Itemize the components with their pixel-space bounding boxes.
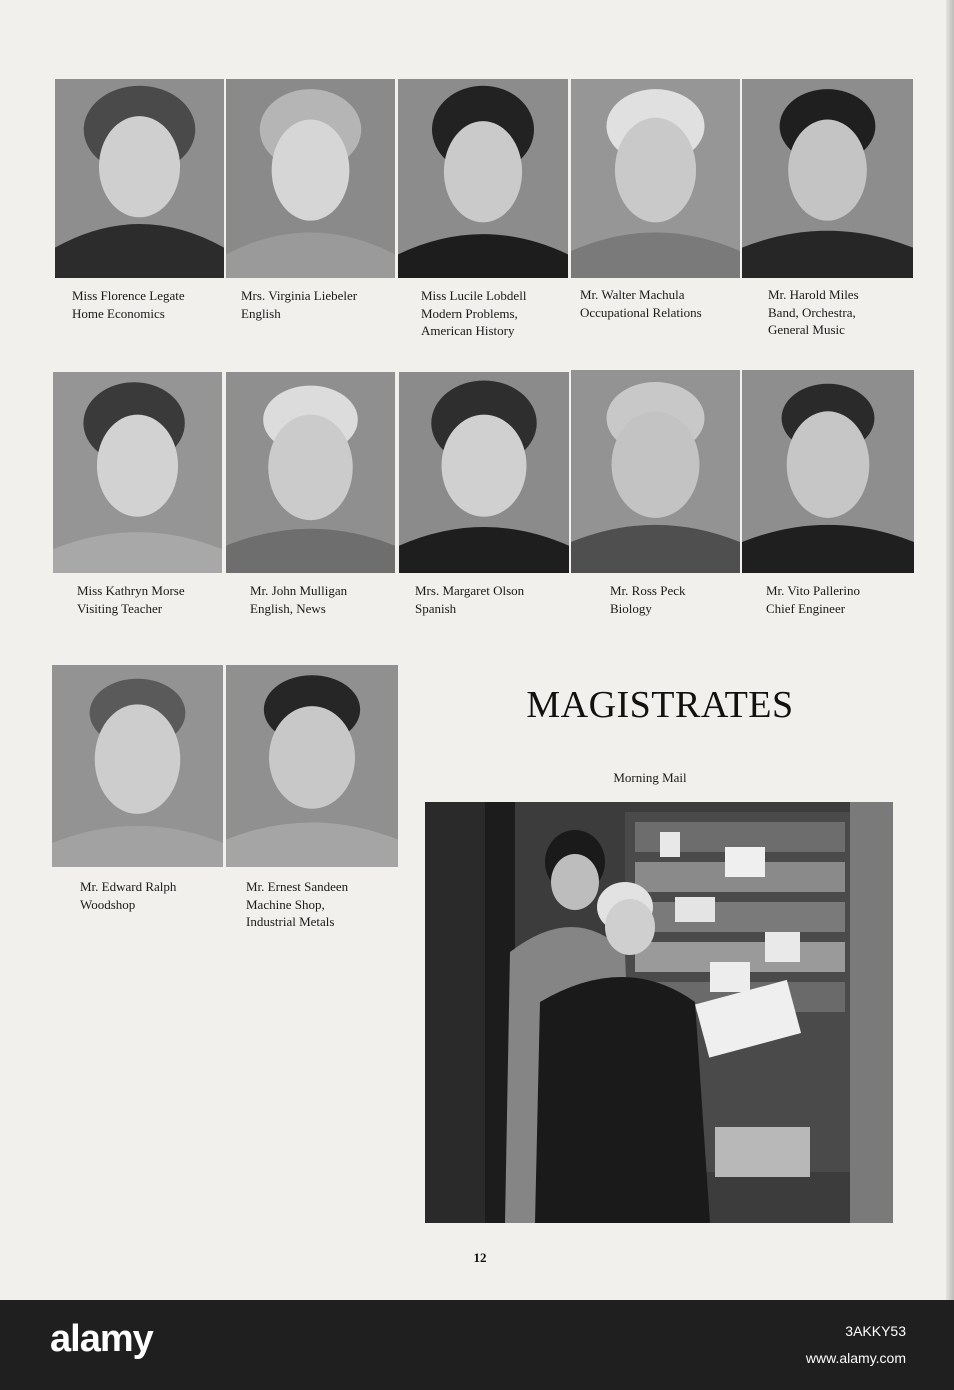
site-url: www.alamy.com xyxy=(805,1350,906,1366)
faculty-subject: Occupational Relations xyxy=(580,304,702,320)
faculty-subject: General Music xyxy=(768,322,845,337)
faculty-name: Mr. Vito Pallerino xyxy=(766,583,860,598)
portrait-photo xyxy=(52,665,223,867)
portrait-photo xyxy=(55,79,224,278)
faculty-caption xyxy=(415,582,524,617)
faculty-name: Mr. Edward Ralph xyxy=(80,879,177,894)
photo-caption: Morning Mail xyxy=(613,770,687,785)
section-heading: MAGISTRATES xyxy=(526,684,794,726)
portrait-photo xyxy=(571,79,740,278)
portrait-photo xyxy=(399,372,569,573)
faculty-caption xyxy=(250,582,347,617)
faculty-subject: Industrial Metals xyxy=(246,914,335,929)
portrait-photo xyxy=(571,370,740,573)
faculty-caption xyxy=(610,582,685,617)
morning-mail-photo xyxy=(425,802,893,1223)
page-number: 12 xyxy=(473,1250,487,1265)
faculty-name: Mrs. Virginia Liebeler xyxy=(241,288,358,303)
faculty-caption xyxy=(421,287,526,340)
faculty-subject: American History xyxy=(421,323,515,338)
faculty-subject: Biology xyxy=(610,600,652,616)
page-edge xyxy=(946,0,954,1300)
faculty-caption xyxy=(77,582,185,617)
faculty-subject: Home Economics xyxy=(72,305,165,321)
faculty-subject: English xyxy=(241,305,281,321)
faculty-subject: Modern Problems, xyxy=(421,305,518,321)
portrait-photo xyxy=(53,372,222,573)
faculty-caption xyxy=(241,287,357,322)
faculty-subject: Machine Shop, xyxy=(246,896,325,912)
faculty-name: Miss Kathryn Morse xyxy=(77,583,185,598)
faculty-subject: Visiting Teacher xyxy=(77,600,163,616)
faculty-subject: Band, Orchestra, xyxy=(768,304,856,320)
alamy-logo: alamy xyxy=(50,1318,153,1360)
faculty-subject: Spanish xyxy=(415,600,457,616)
faculty-caption xyxy=(768,286,859,339)
image-id: 3AKKY53 xyxy=(845,1323,906,1339)
faculty-caption xyxy=(766,582,860,617)
faculty-caption xyxy=(80,878,176,913)
portrait-photo xyxy=(742,79,913,278)
faculty-caption xyxy=(580,286,702,321)
faculty-subject: Chief Engineer xyxy=(766,600,846,616)
portrait-photo xyxy=(226,372,395,573)
faculty-subject: Woodshop xyxy=(80,896,136,912)
faculty-name: Miss Florence Legate xyxy=(72,288,185,303)
portrait-photo xyxy=(742,370,914,573)
faculty-name: Mr. Ross Peck xyxy=(610,583,686,598)
faculty-name: Miss Lucile Lobdell xyxy=(421,288,527,303)
portrait-photo xyxy=(226,79,395,278)
faculty-caption xyxy=(72,287,185,322)
faculty-name: Mr. Harold Miles xyxy=(768,287,859,302)
faculty-caption xyxy=(246,878,348,931)
faculty-name: Mr. Ernest Sandeen xyxy=(246,879,349,894)
faculty-name: Mrs. Margaret Olson xyxy=(415,583,525,598)
faculty-name: Mr. John Mulligan xyxy=(250,583,348,598)
faculty-subject: English, News xyxy=(250,600,326,616)
portrait-photo xyxy=(398,79,568,278)
portrait-photo xyxy=(226,665,398,867)
faculty-name: Mr. Walter Machula xyxy=(580,287,685,302)
